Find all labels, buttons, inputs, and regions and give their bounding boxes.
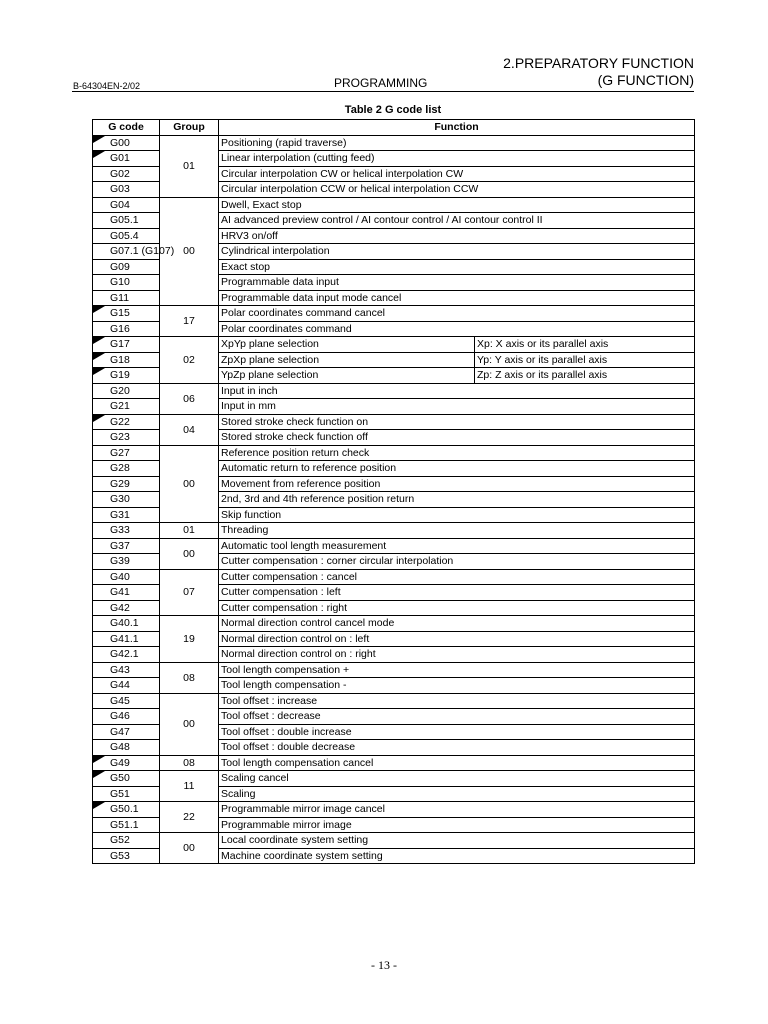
group-cell: 11 bbox=[160, 771, 219, 802]
g-code-cell bbox=[93, 786, 160, 802]
function-cell: Movement from reference position bbox=[219, 476, 695, 492]
g-code-label: G52 bbox=[110, 834, 130, 847]
document-id: B-64304EN-2/02 bbox=[73, 81, 141, 91]
default-marker-icon bbox=[93, 306, 105, 313]
function-cell: Dwell, Exact stop bbox=[219, 197, 695, 213]
function-cell: Polar coordinates command cancel bbox=[219, 306, 695, 322]
g-code-label: G40.1 bbox=[110, 617, 139, 630]
g-code-cell bbox=[93, 321, 160, 337]
g-code-cell bbox=[93, 507, 160, 523]
table-row bbox=[93, 802, 695, 818]
g-code-cell bbox=[93, 430, 160, 446]
function-cell: Normal direction control cancel mode bbox=[219, 616, 695, 632]
table-row bbox=[93, 523, 695, 539]
default-marker-icon bbox=[93, 337, 105, 344]
g-code-cell bbox=[93, 523, 160, 539]
function-cell: Positioning (rapid traverse) bbox=[219, 135, 695, 151]
g-code-cell bbox=[93, 771, 160, 787]
function-cell: Automatic return to reference position bbox=[219, 461, 695, 477]
function-cell: Reference position return check bbox=[219, 445, 695, 461]
table-row bbox=[93, 755, 695, 771]
g-code-cell bbox=[93, 290, 160, 306]
g-code-label: G20 bbox=[110, 384, 130, 397]
g-code-table bbox=[92, 119, 695, 864]
g-code-label: G50 bbox=[110, 772, 130, 785]
table-row bbox=[93, 616, 695, 632]
header-g-code: G code bbox=[93, 120, 160, 136]
function-cell: Cylindrical interpolation bbox=[219, 244, 695, 260]
default-marker-icon bbox=[93, 368, 105, 375]
default-marker-icon bbox=[93, 136, 105, 143]
section-title-line2: (G FUNCTION) bbox=[597, 72, 694, 88]
g-code-label: G41.1 bbox=[110, 632, 139, 645]
g-code-cell bbox=[93, 585, 160, 601]
group-cell: 22 bbox=[160, 802, 219, 833]
function-cell: Tool length compensation cancel bbox=[219, 755, 695, 771]
g-code-cell bbox=[93, 616, 160, 632]
function-cell: Normal direction control on : right bbox=[219, 647, 695, 663]
section-title bbox=[503, 55, 694, 89]
g-code-cell bbox=[93, 368, 160, 384]
function-cell: Circular interpolation CW or helical interpolation CW bbox=[219, 166, 695, 182]
table-row bbox=[93, 569, 695, 585]
group-cell: 17 bbox=[160, 306, 219, 337]
g-code-label: G40 bbox=[110, 570, 130, 583]
table-row bbox=[93, 693, 695, 709]
g-code-cell bbox=[93, 538, 160, 554]
function-cell: Normal direction control on : left bbox=[219, 631, 695, 647]
group-cell: 07 bbox=[160, 569, 219, 616]
g-code-label: G45 bbox=[110, 694, 130, 707]
g-code-cell bbox=[93, 554, 160, 570]
g-code-cell bbox=[93, 492, 160, 508]
g-code-label: G02 bbox=[110, 167, 130, 180]
g-code-cell bbox=[93, 259, 160, 275]
table-row bbox=[93, 337, 695, 353]
g-code-cell bbox=[93, 399, 160, 415]
g-code-label: G17 bbox=[110, 338, 130, 351]
g-code-label: G07.1 (G107) bbox=[110, 245, 175, 258]
group-cell: 06 bbox=[160, 383, 219, 414]
function-cell: Programmable data input bbox=[219, 275, 695, 291]
default-marker-icon bbox=[93, 151, 105, 158]
g-code-label: G30 bbox=[110, 493, 130, 506]
function-cell: AI advanced preview control / AI contour control / AI contour control II bbox=[219, 213, 695, 229]
function-cell: Tool length compensation - bbox=[219, 678, 695, 694]
g-code-label: G44 bbox=[110, 679, 130, 692]
g-code-cell bbox=[93, 337, 160, 353]
g-code-label: G27 bbox=[110, 446, 130, 459]
g-code-cell bbox=[93, 414, 160, 430]
table-body bbox=[93, 135, 695, 864]
group-cell: 00 bbox=[160, 693, 219, 755]
g-code-label: G47 bbox=[110, 725, 130, 738]
function-cell: Tool offset : increase bbox=[219, 693, 695, 709]
function-cell: Local coordinate system setting bbox=[219, 833, 695, 849]
g-code-label: G43 bbox=[110, 663, 130, 676]
g-code-cell bbox=[93, 445, 160, 461]
group-cell: 00 bbox=[160, 445, 219, 523]
axis-note-cell: Xp: X axis or its parallel axis bbox=[475, 337, 695, 353]
table-row bbox=[93, 383, 695, 399]
function-cell: XpYp plane selection bbox=[219, 337, 475, 353]
table-row bbox=[93, 414, 695, 430]
axis-note-cell: Yp: Y axis or its parallel axis bbox=[475, 352, 695, 368]
function-cell: Polar coordinates command bbox=[219, 321, 695, 337]
function-cell: Scaling cancel bbox=[219, 771, 695, 787]
g-code-cell bbox=[93, 662, 160, 678]
function-cell: Linear interpolation (cutting feed) bbox=[219, 151, 695, 167]
axis-note-cell: Zp: Z axis or its parallel axis bbox=[475, 368, 695, 384]
g-code-label: G50.1 bbox=[110, 803, 139, 816]
g-code-cell bbox=[93, 817, 160, 833]
default-marker-icon bbox=[93, 756, 105, 763]
function-cell: Skip function bbox=[219, 507, 695, 523]
section-title-line1: 2.PREPARATORY FUNCTION bbox=[503, 55, 694, 71]
g-code-label: G31 bbox=[110, 508, 130, 521]
default-marker-icon bbox=[93, 802, 105, 809]
g-code-cell bbox=[93, 693, 160, 709]
g-code-cell bbox=[93, 135, 160, 151]
table-row bbox=[93, 306, 695, 322]
g-code-cell bbox=[93, 461, 160, 477]
chapter-title: PROGRAMMING bbox=[334, 76, 428, 90]
function-cell: Tool length compensation + bbox=[219, 662, 695, 678]
g-code-label: G21 bbox=[110, 400, 130, 413]
function-cell: Tool offset : decrease bbox=[219, 709, 695, 725]
g-code-label: G22 bbox=[110, 415, 130, 428]
g-code-cell bbox=[93, 724, 160, 740]
table-row bbox=[93, 135, 695, 151]
g-code-cell bbox=[93, 166, 160, 182]
function-cell: Scaling bbox=[219, 786, 695, 802]
g-code-label: G51 bbox=[110, 787, 130, 800]
function-cell: Automatic tool length measurement bbox=[219, 538, 695, 554]
group-cell: 19 bbox=[160, 616, 219, 663]
g-code-label: G33 bbox=[110, 524, 130, 537]
function-cell: Cutter compensation : right bbox=[219, 600, 695, 616]
function-cell: HRV3 on/off bbox=[219, 228, 695, 244]
table-row bbox=[93, 538, 695, 554]
g-code-cell bbox=[93, 631, 160, 647]
function-cell: Programmable mirror image bbox=[219, 817, 695, 833]
g-code-label: G05.4 bbox=[110, 229, 139, 242]
table-caption: Table 2 G code list bbox=[344, 104, 442, 116]
g-code-label: G11 bbox=[110, 291, 130, 304]
g-code-label: G46 bbox=[110, 710, 130, 723]
table-row bbox=[93, 771, 695, 787]
function-cell: Cutter compensation : left bbox=[219, 585, 695, 601]
function-cell: Input in mm bbox=[219, 399, 695, 415]
g-code-cell bbox=[93, 802, 160, 818]
group-cell: 00 bbox=[160, 833, 219, 864]
g-code-cell bbox=[93, 228, 160, 244]
table-header-row bbox=[93, 120, 695, 136]
function-cell: ZpXp plane selection bbox=[219, 352, 475, 368]
function-cell: YpZp plane selection bbox=[219, 368, 475, 384]
table-row bbox=[93, 445, 695, 461]
table-row bbox=[93, 833, 695, 849]
g-code-cell bbox=[93, 833, 160, 849]
g-code-label: G41 bbox=[110, 586, 130, 599]
g-code-label: G16 bbox=[110, 322, 130, 335]
function-cell: Machine coordinate system setting bbox=[219, 848, 695, 864]
table-row bbox=[93, 662, 695, 678]
g-code-label: G49 bbox=[110, 756, 130, 769]
table-row bbox=[93, 197, 695, 213]
function-cell: Circular interpolation CCW or helical interpolation CCW bbox=[219, 182, 695, 198]
g-code-label: G19 bbox=[110, 369, 130, 382]
default-marker-icon bbox=[93, 415, 105, 422]
g-code-cell bbox=[93, 244, 175, 260]
group-cell: 01 bbox=[160, 523, 219, 539]
g-code-label: G48 bbox=[110, 741, 130, 754]
default-marker-icon bbox=[93, 353, 105, 360]
g-code-cell bbox=[93, 306, 160, 322]
g-code-cell bbox=[93, 848, 160, 864]
g-code-label: G18 bbox=[110, 353, 130, 366]
g-code-cell bbox=[93, 275, 160, 291]
g-code-cell bbox=[93, 151, 160, 167]
g-code-label: G23 bbox=[110, 431, 130, 444]
g-code-label: G29 bbox=[110, 477, 130, 490]
g-code-label: G09 bbox=[110, 260, 130, 273]
header-divider bbox=[72, 91, 694, 92]
g-code-cell bbox=[93, 709, 160, 725]
group-cell: 04 bbox=[160, 414, 219, 445]
group-cell: 08 bbox=[160, 662, 219, 693]
g-code-cell bbox=[93, 352, 160, 368]
default-marker-icon bbox=[93, 771, 105, 778]
group-cell: 01 bbox=[160, 135, 219, 197]
g-code-label: G00 bbox=[110, 136, 130, 149]
g-code-label: G42 bbox=[110, 601, 130, 614]
function-cell: 2nd, 3rd and 4th reference position return bbox=[219, 492, 695, 508]
g-code-cell bbox=[93, 383, 160, 399]
g-code-label: G04 bbox=[110, 198, 130, 211]
g-code-label: G28 bbox=[110, 462, 130, 475]
g-code-label: G10 bbox=[110, 276, 130, 289]
g-code-cell bbox=[93, 740, 160, 756]
g-code-label: G39 bbox=[110, 555, 130, 568]
g-code-cell bbox=[93, 182, 160, 198]
g-code-cell bbox=[93, 476, 160, 492]
g-code-cell bbox=[93, 678, 160, 694]
g-code-label: G01 bbox=[110, 152, 130, 165]
function-cell: Exact stop bbox=[219, 259, 695, 275]
g-code-label: G37 bbox=[110, 539, 130, 552]
function-cell: Stored stroke check function off bbox=[219, 430, 695, 446]
g-code-cell bbox=[93, 600, 160, 616]
function-cell: Programmable data input mode cancel bbox=[219, 290, 695, 306]
g-code-label: G15 bbox=[110, 307, 130, 320]
function-cell: Cutter compensation : cancel bbox=[219, 569, 695, 585]
header-group: Group bbox=[160, 120, 219, 136]
group-cell: 00 bbox=[160, 538, 219, 569]
g-code-label: G05.1 bbox=[110, 214, 139, 227]
group-cell: 00 bbox=[160, 197, 219, 306]
function-cell: Tool offset : double decrease bbox=[219, 740, 695, 756]
g-code-cell bbox=[93, 197, 160, 213]
group-cell: 08 bbox=[160, 755, 219, 771]
g-code-cell bbox=[93, 213, 160, 229]
function-cell: Cutter compensation : corner circular interpolation bbox=[219, 554, 695, 570]
group-cell: 02 bbox=[160, 337, 219, 384]
g-code-label: G42.1 bbox=[110, 648, 139, 661]
header-function: Function bbox=[219, 120, 695, 136]
g-code-cell bbox=[93, 569, 160, 585]
function-cell: Programmable mirror image cancel bbox=[219, 802, 695, 818]
g-code-cell bbox=[93, 647, 160, 663]
function-cell: Stored stroke check function on bbox=[219, 414, 695, 430]
g-code-label: G53 bbox=[110, 849, 130, 862]
g-code-cell bbox=[93, 755, 160, 771]
function-cell: Threading bbox=[219, 523, 695, 539]
function-cell: Tool offset : double increase bbox=[219, 724, 695, 740]
function-cell: Input in inch bbox=[219, 383, 695, 399]
g-code-label: G51.1 bbox=[110, 818, 139, 831]
page-number: - 13 - bbox=[371, 958, 397, 972]
g-code-label: G03 bbox=[110, 183, 130, 196]
